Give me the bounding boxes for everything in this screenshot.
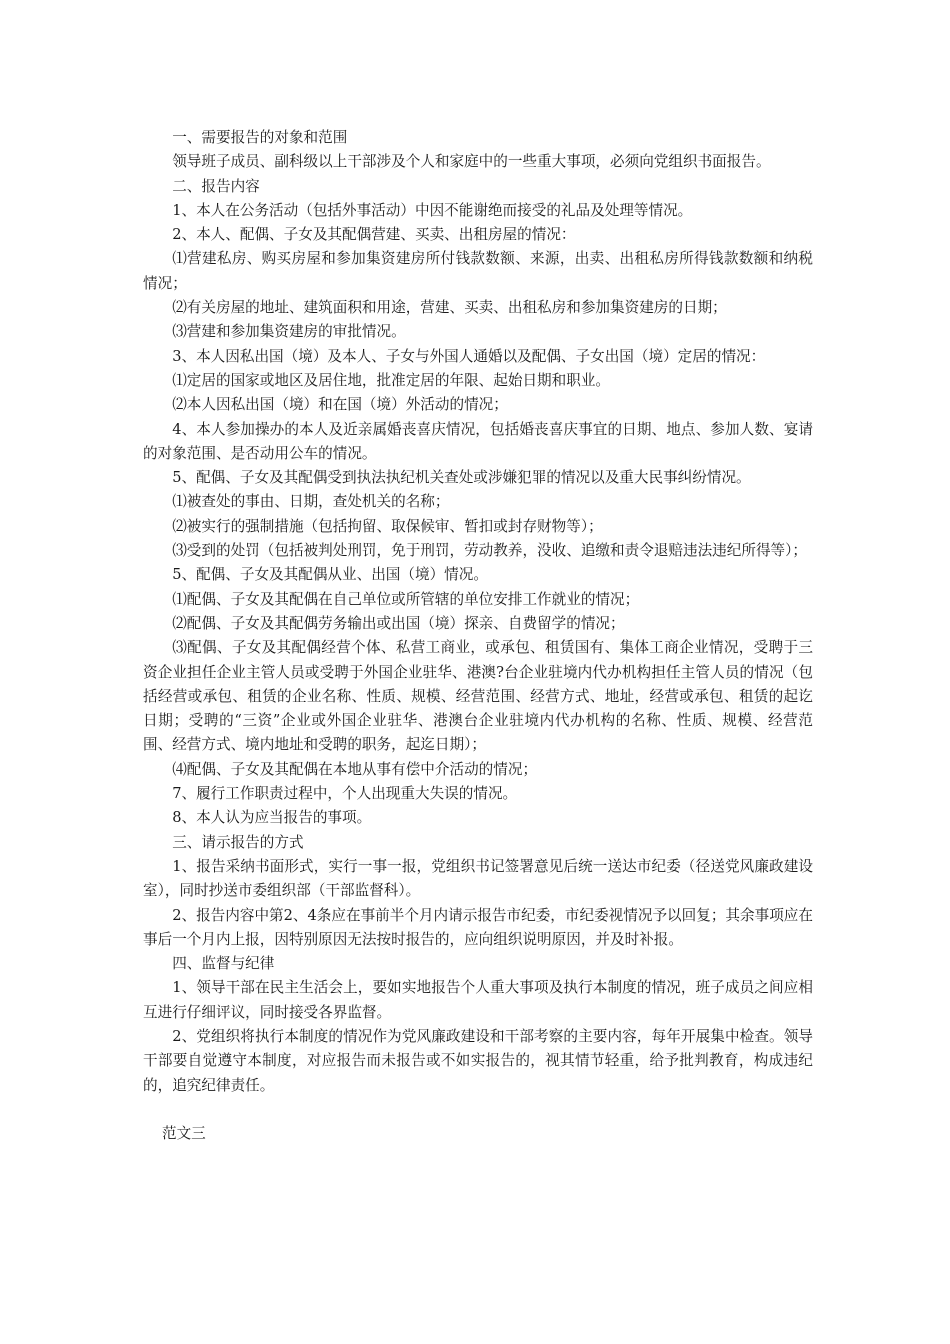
paragraph-gap bbox=[143, 1098, 813, 1122]
paragraph: 5、配偶、子女及其配偶从业、出国（境）情况。 bbox=[172, 566, 488, 584]
paragraph: ⑷配偶、子女及其配偶在本地从事有偿中介活动的情况； bbox=[172, 760, 538, 778]
section-heading: 一、需要报告的对象和范围 bbox=[172, 129, 348, 146]
paragraph: ⑶配偶、子女及其配偶经营个体、私营工商业，或承包、租赁国有、集体工商企业情况，受聘于三资企业担任企业主管人员或受聘于外国企业驻华、港澳?台企业驻境内代办机构担任主管人员的情况（包括经营或承包、租赁的企业名称、性质、规模、经营范围、经营方式、地址，经营或承包、租赁的起讫日期；受聘的“三资”企业或外国企业驻华、港澳台企业驻境内代办机构的名称、性质、规模、经营范围、经营方式、境内地址和受聘的职务，起迄日期）； bbox=[143, 639, 813, 754]
paragraph: ⑴定居的国家或地区及居住地，批准定居的年限、起始日期和职业。 bbox=[172, 371, 611, 389]
paragraph: ⑴被查处的事由、日期，查处机关的名称； bbox=[172, 493, 450, 511]
paragraph: ⑶营建和参加集资建房的审批情况。 bbox=[172, 323, 406, 341]
next-section-title: 范文三 bbox=[161, 1124, 206, 1142]
paragraph: 7、履行工作职责过程中，个人出现重大失误的情况。 bbox=[172, 785, 518, 803]
section-heading: 二、报告内容 bbox=[172, 177, 260, 195]
paragraph: 1、领导干部在民主生活会上，要如实地报告个人重大事项及执行本制度的情况，班子成员之间应相互进行仔细评议，同时接受各界监督。 bbox=[143, 979, 813, 1021]
section-heading: 四、监督与纪律 bbox=[172, 955, 275, 973]
paragraph: ⑵本人因私出国（境）和在国（境）外活动的情况； bbox=[172, 396, 508, 414]
paragraph: 4、本人参加操办的本人及近亲属婚丧喜庆情况，包括婚丧喜庆事宜的日期、地点、参加人数、宴请的对象范围、是否动用公车的情况。 bbox=[143, 420, 813, 462]
paragraph: ⑵有关房屋的地址、建筑面积和用途，营建、买卖、出租私房和参加集资建房的日期； bbox=[172, 299, 727, 317]
document-body bbox=[143, 126, 813, 1146]
section-heading: 三、请示报告的方式 bbox=[172, 833, 304, 851]
paragraph: 2、本人、配偶、子女及其配偶营建、买卖、出租房屋的情况： bbox=[172, 226, 576, 244]
paragraph: 1、报告采纳书面形式，实行一事一报，党组织书记签署意见后统一送达市纪委（径送党风廉政建设室），同时抄送市委组织部（干部监督科）。 bbox=[143, 857, 813, 900]
paragraph: 领导班子成员、副科级以上干部涉及个人和家庭中的一些重大事项，必须向党组织书面报告。 bbox=[172, 153, 771, 171]
paragraph: ⑴配偶、子女及其配偶在自己单位或所管辖的单位安排工作就业的情况； bbox=[172, 590, 640, 608]
paragraph: ⑶受到的处罚（包括被判处刑罚，免于刑罚，劳动教养，没收、追缴和责令退赔违法违纪所得等）； bbox=[172, 542, 808, 560]
paragraph: 2、报告内容中第2、4条应在事前半个月内请示报告市纪委，市纪委视情况予以回复；其余事项应在事后一个月内上报，因特别原因无法按时报告的，应向组织说明原因，并及时补报。 bbox=[143, 906, 813, 948]
paragraph: 2、党组织将执行本制度的情况作为党风廉政建设和干部考察的主要内容，每年开展集中检查。领导干部要自觉遵守本制度，对应报告而未报告或不如实报告的，视其情节轻重，给予批判教育，构成违纪的，追究纪律责任。 bbox=[143, 1027, 813, 1094]
paragraph: ⑵配偶、子女及其配偶劳务输出或出国（境）探亲、自费留学的情况； bbox=[172, 614, 625, 632]
paragraph: ⑴营建私房、购买房屋和参加集资建房所付钱款数额、来源，出卖、出租私房所得钱款数额和纳税情况； bbox=[143, 250, 813, 292]
paragraph: 1、本人在公务活动（包括外事活动）中因不能谢绝而接受的礼品及处理等情况。 bbox=[172, 201, 693, 219]
paragraph: 8、本人认为应当报告的事项。 bbox=[172, 809, 372, 827]
paragraph: 5、配偶、子女及其配偶受到执法执纪机关查处或涉嫌犯罪的情况以及重大民事纠纷情况。 bbox=[172, 469, 751, 487]
paragraph: 3、本人因私出国（境）及本人、子女与外国人通婚以及配偶、子女出国（境）定居的情况： bbox=[172, 347, 766, 365]
paragraph: ⑵被实行的强制措施（包括拘留、取保候审、暂扣或封存财物等）； bbox=[172, 517, 603, 535]
